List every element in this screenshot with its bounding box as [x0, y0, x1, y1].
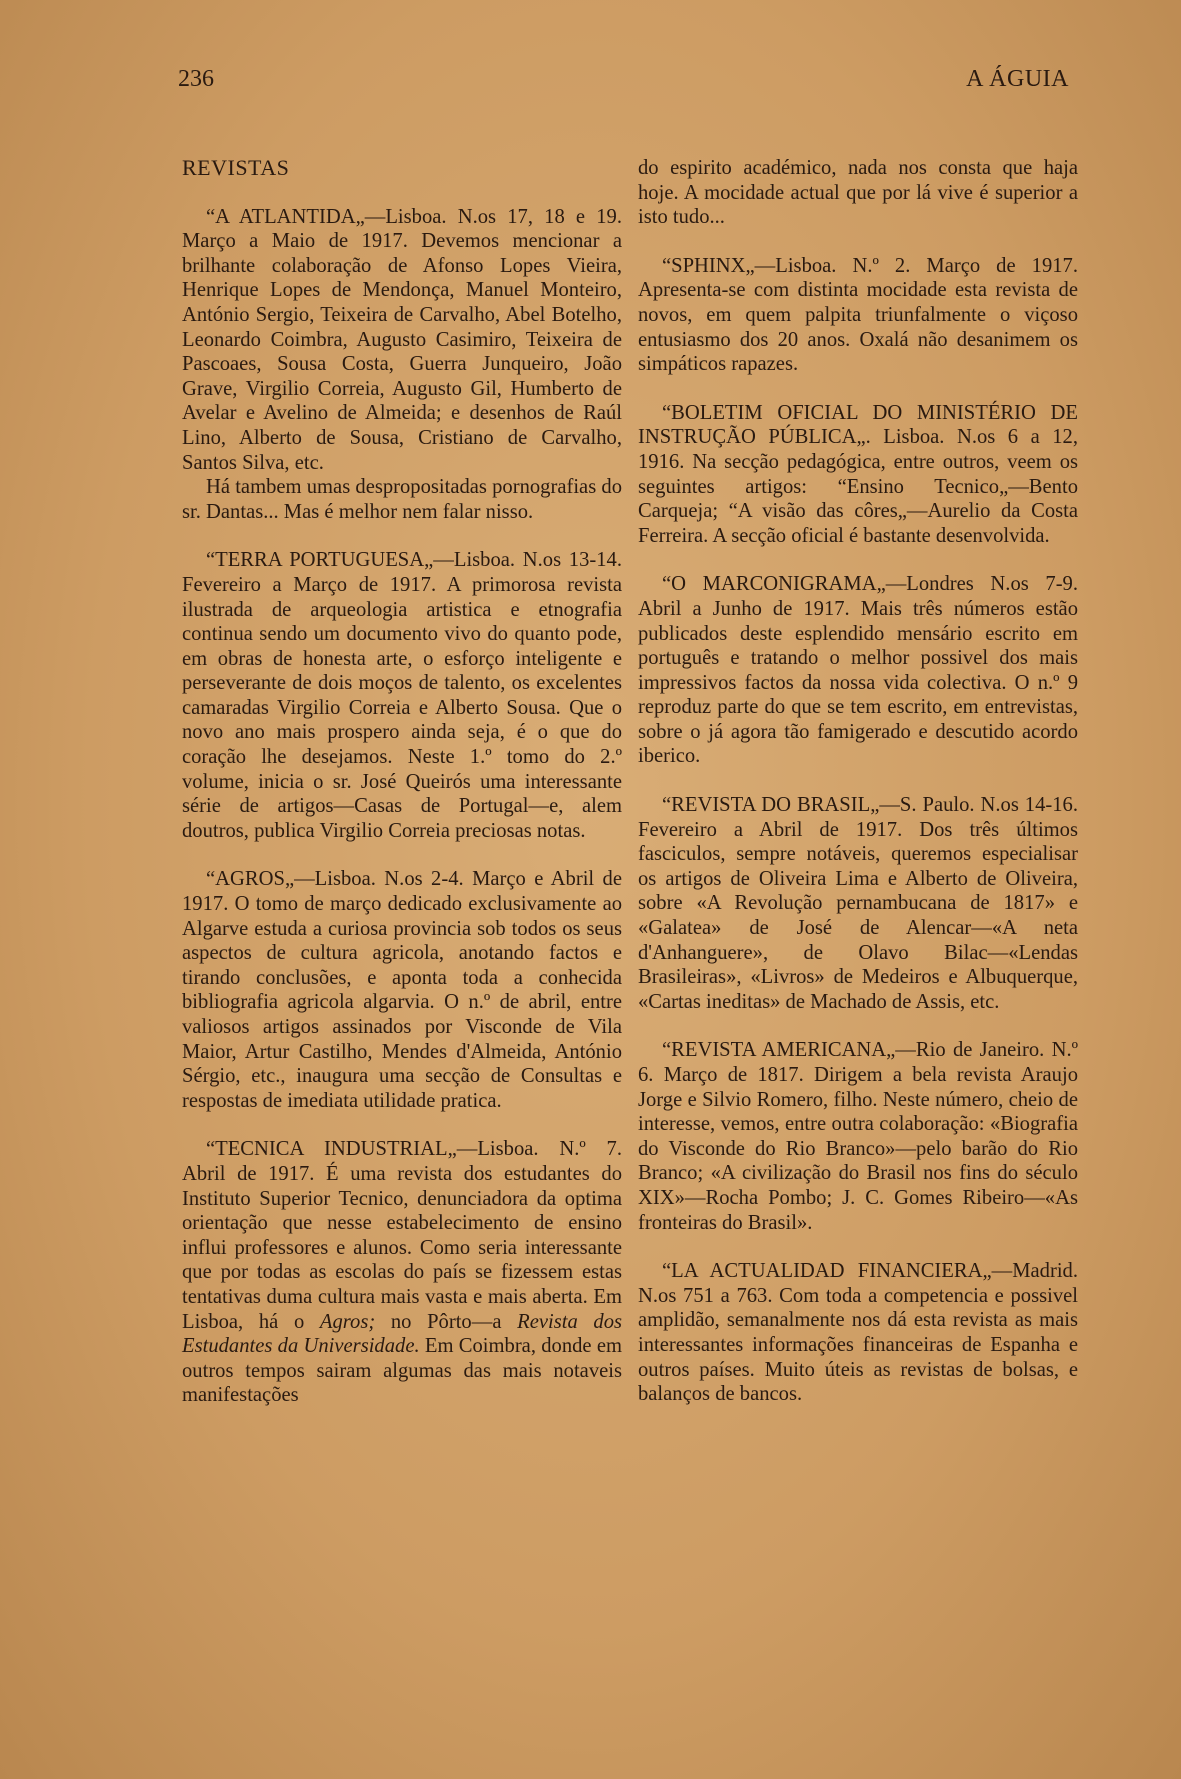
right-column	[638, 156, 1078, 1431]
entry-terra-portuguesa: “TERRA PORTUGUESA„—Lisboa. N.os 13-14. Fevereiro a Março de 1917. A primorosa revista ilustrada de arqueologia artistica e etnografia continua sendo um documento vivo do quanto pode, em obras de honesta arte, o esforço inteligente e perseverante de dois moços de talento, os excelentes camaradas Virgilio Correia e Alberto Sousa. Que o novo ano mais prospero ainda seja, é o que do coração lhe desejamos. Neste 1.º tomo do 2.º volume, inicia o sr. José Queirós uma interessante série de artigos—Casas de Portugal—e, alem doutros, publica Virgilio Correia preciosas notas.	[182, 549, 622, 842]
entry-atlantida: “A ATLANTIDA„—Lisboa. N.os 17, 18 e 19. Março a Maio de 1917. Devemos mencionar a brilhante colaboração de Afonso Lopes Vieira, Henrique Lopes de Mendonça, Manuel Monteiro, António Sergio, Teixeira de Carvalho, Abel Botelho, Leonardo Coimbra, Augusto Casimiro, Teixeira de Pascoaes, Sousa Costa, Guerra Junqueiro, João Grave, Virgilio Correia, Augusto Gil, Humberto de Avelar e Avelino de Almeida; e desenhos de Raúl Lino, Alberto de Sousa, Cristiano de Carvalho, Santos Silva, etc.	[182, 205, 622, 474]
entry-sphinx: “SPHINX„—Lisboa. N.º 2. Março de 1917. Apresenta-se com distinta mocidade esta revista de novos, em quem palpita triunfalmente o viçoso entusiasmo dos 20 anos. Oxalá não desanimem os simpáticos rapazes.	[638, 254, 1078, 376]
entry-agros: “AGROS„—Lisboa. N.os 2-4. Março e Abril de 1917. O tomo de março dedicado exclusivamente ao Algarve estuda a curiosa provincia sob todos os seus aspectos de cultura agricola, anotando factos e tirando conclusões, e aponta toda a conhecida bibliografia agricola algarvia. O n.º de abril, entre valiosos artigos assinados por Visconde de Vila Maior, Artur Castilho, Mendes d'Almeida, António Sérgio, etc., inaugura uma secção de Consultas e respostas de imediata utilidade pratica.	[182, 868, 622, 1112]
revista-estudantes-title: Revista dos Estudantes da Universidade.	[182, 1310, 623, 1358]
entry-tecnica-mid: no Pôrto—a	[375, 1310, 518, 1333]
entry-revista-do-brasil: “REVISTA DO BRASIL„—S. Paulo. N.os 14-16. Fevereiro a Abril de 1917. Dos três últimos fasciculos, sempre notáveis, queremos especialisar os artigos de Oliveira Lima e Alberto de Oliveira, sobre «A Revolução pernambucana de 1817» e «Galatea» de José de Alencar—«A neta d'Anhanguere», de Olavo Bilac—«Lendas Brasileiras», «Livros» de Medeiros e Albuquerque, «Cartas ineditas» de Machado de Assis, etc.	[638, 794, 1078, 1013]
entry-revista-americana: “REVISTA AMERICANA„—Rio de Janeiro. N.º 6. Março de 1817. Dirigem a bela revista Araujo Jorge e Silvio Romero, filho. Neste número, cheio de interesse, vemos, entre outra colaboração: «Biografia do Visconde do Rio Branco»—pelo barão do Rio Branco; «A civilização do Brasil nos fins do século XIX»—Rocha Pombo; J. C. Gomes Ribeiro—«As fronteiras do Brasil».	[638, 1039, 1078, 1234]
entry-continuation: do espirito académico, nada nos consta que haja hoje. A mocidade actual que por lá vive é superior a isto tudo...	[638, 157, 1078, 229]
entry-marconigrama: “O MARCONIGRAMA„—Londres N.os 7-9. Abril a Junho de 1917. Mais três números estão publicados deste esplendido mensário escrito em português e tratando o melhor possivel dos mais impressivos factos da nossa vida colectiva. O n.º 9 reproduz parte do que se tem escrito, em entrevistas, sobre o já agora tão famigerado e descutido acordo iberico.	[638, 573, 1078, 768]
entry-atlantida-note: Há tambem umas despropositadas pornografias do sr. Dantas... Mas é melhor nem falar nisso.	[182, 476, 622, 523]
page-number: 236	[178, 66, 214, 92]
entry-actualidad-financiera: “LA ACTUALIDAD FINANCIERA„—Madrid. N.os 751 a 763. Com toda a competencia e possivel amplidão, semanalmente nos dá esta revista as mais interessantes informações financeiras de Espanha e outros países. Muito úteis as revistas de bolsas, e balanços de bancos.	[638, 1260, 1078, 1406]
entry-tecnica-end: Em Coimbra, donde em outros tempos sairam algumas das mais notaveis manifestações	[182, 1335, 622, 1407]
section-title: REVISTAS	[182, 155, 290, 180]
agros-title: Agros;	[319, 1310, 376, 1333]
left-column	[182, 156, 622, 1432]
running-head: A ÁGUIA	[966, 66, 1069, 92]
entry-tecnica-text: “TECNICA INDUSTRIAL„—Lisboa. N.º 7. Abril de 1917. É uma revista dos estudantes do Instituto Superior Tecnico, denunciadora da optima orientação que nesse estabelecimento de ensino influi professores e alunos. Como seria interessante que por todas as escolas do país se fizessem estas tentativas duma cultura mais vasta e mais aberta. Em Lisboa, há o	[182, 1138, 622, 1333]
entry-boletim-oficial: “BOLETIM OFICIAL DO MINISTÉRIO DE INSTRUÇÃO PÚBLICA„. Lisboa. N.os 6 a 12, 1916. Na secção pedagógica, entre outros, veem os seguintes artigos: “Ensino Tecnico„—Bento Carqueja; “A visão das côres„—Aurelio da Costa Ferreira. A secção oficial é bastante desenvolvida.	[638, 401, 1078, 547]
entry-tecnica-industrial	[182, 1137, 622, 1408]
